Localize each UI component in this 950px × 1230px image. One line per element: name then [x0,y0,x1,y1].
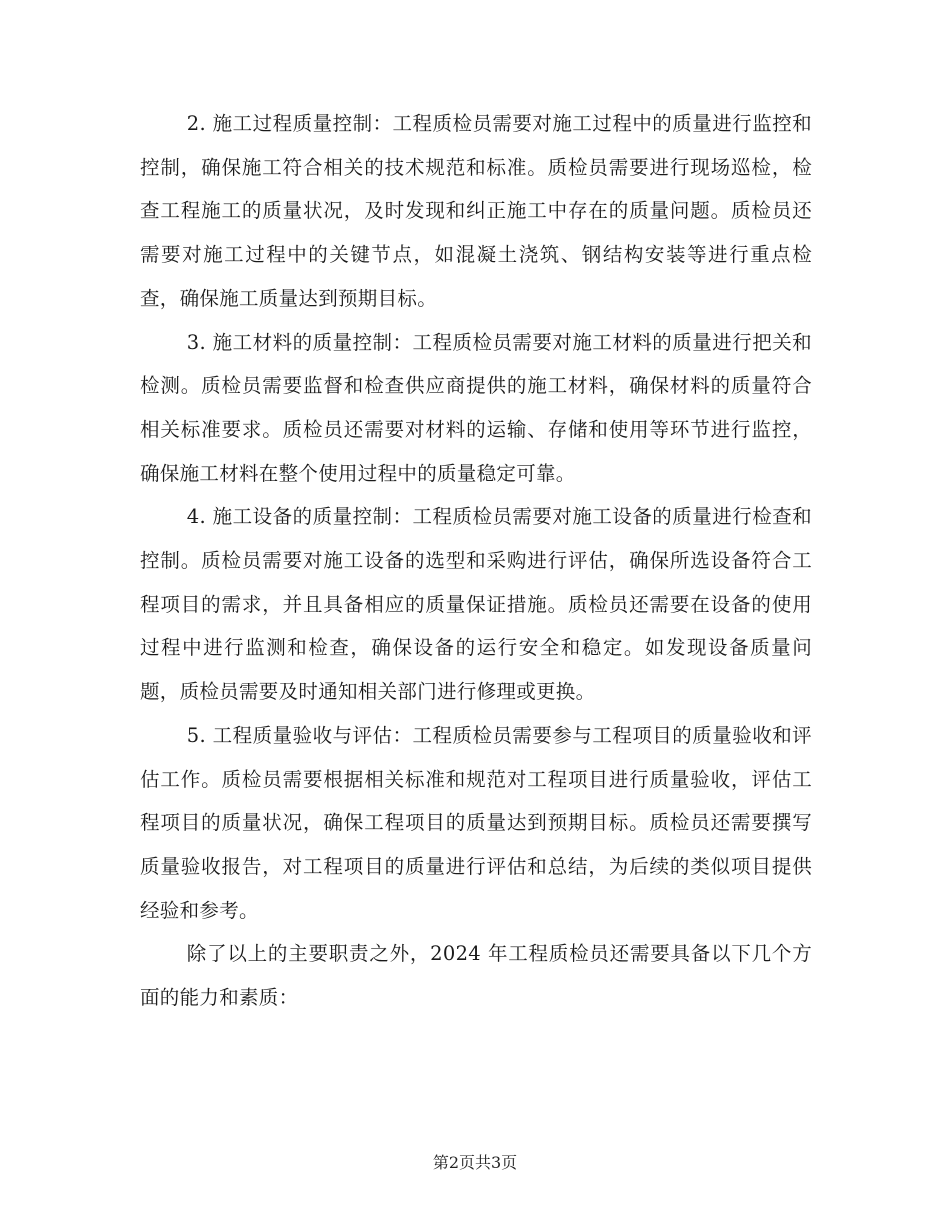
document-body [140,102,812,1020]
paragraph-equipment-quality: 4. 施工设备的质量控制：工程质检员需要对施工设备的质量进行检查和控制。质检员需要对施工设备的选型和采购进行评估，确保所选设备符合工程项目的需求，并且具备相应的质量保证措施。质检员还需要在设备的使用过程中进行监测和检查，确保设备的运行安全和稳定。如发现设备质量问题，质检员需要及时通知相关部门进行修理或更换。 [140,505,812,704]
paragraph-acceptance-evaluation: 5. 工程质量验收与评估：工程质检员需要参与工程项目的质量验收和评估工作。质检员需要根据相关标准和规范对工程项目进行质量验收，评估工程项目的质量状况，确保工程项目的质量达到预期目标。质检员还需要撰写质量验收报告，对工程项目的质量进行评估和总结，为后续的类似项目提供经验和参考。 [140,723,812,922]
paragraph-material-quality: 3. 施工材料的质量控制：工程质检员需要对施工材料的质量进行把关和检测。质检员需要监督和检查供应商提供的施工材料，确保材料的质量符合相关标准要求。质检员还需要对材料的运输、存储和使用等环节进行监控，确保施工材料在整个使用过程中的质量稳定可靠。 [140,330,812,485]
page-number-footer: 第2页共3页 [432,1153,518,1172]
paragraph-abilities-intro: 除了以上的主要职责之外，2024 年工程质检员还需要具备以下几个方面的能力和素质： [140,942,812,1010]
paragraph-construction-process-quality: 2. 施工过程质量控制：工程质检员需要对施工过程中的质量进行监控和控制，确保施工符合相关的技术规范和标准。质检员需要进行现场巡检，检查工程施工的质量状况，及时发现和纠正施工中存在的质量问题。质检员还需要对施工过程中的关键节点，如混凝土浇筑、钢结构安装等进行重点检查，确保施工质量达到预期目标。 [140,112,812,310]
